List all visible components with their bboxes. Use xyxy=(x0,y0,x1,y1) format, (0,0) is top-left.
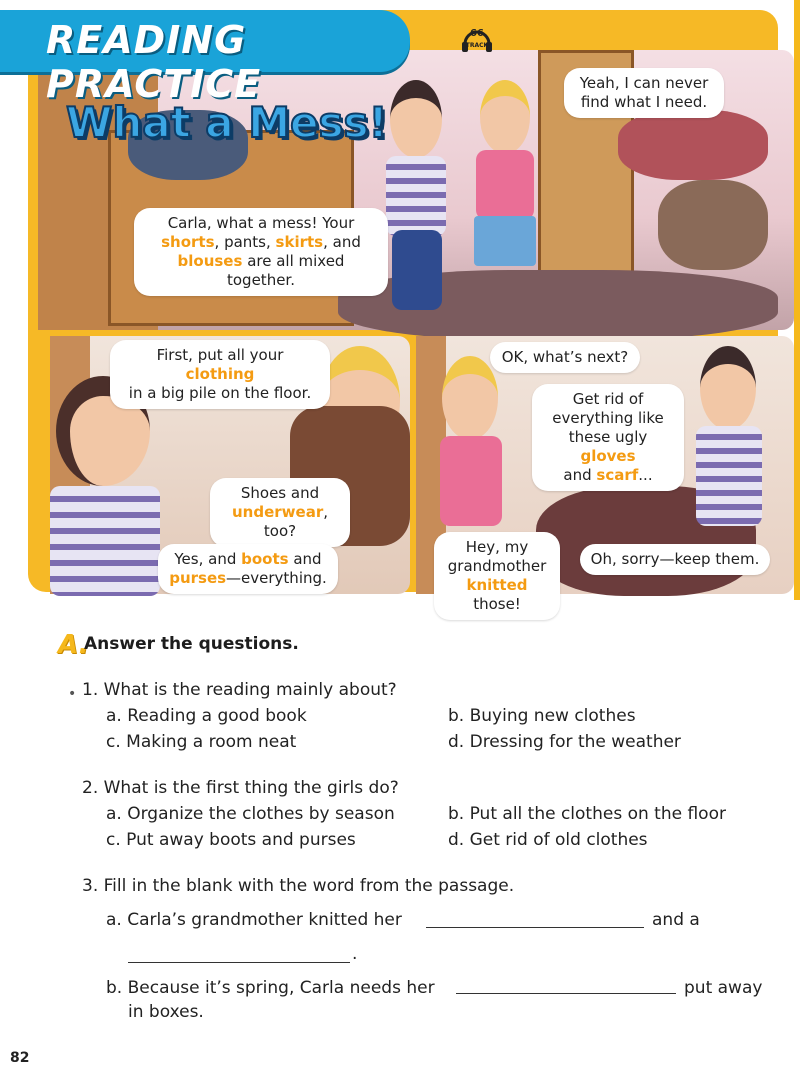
speech-bubble-grandmother xyxy=(434,532,560,620)
bubble-line: grandmother xyxy=(447,557,547,575)
q1-option-b[interactable]: b. Buying new clothes xyxy=(448,706,636,726)
speech-bubble-first xyxy=(110,340,330,409)
q1-option-d[interactable]: d. Dressing for the weather xyxy=(448,732,681,752)
speech-bubble-next xyxy=(490,342,640,373)
speech-bubble-carla xyxy=(134,208,388,296)
question-1-prompt: 1. What is the reading mainly about? xyxy=(82,680,397,700)
bubble-line: blouses are all mixed together. xyxy=(177,252,345,289)
q3a-blank-2[interactable] xyxy=(128,962,350,963)
friend-figure xyxy=(470,80,540,280)
track-number: 66 xyxy=(470,28,484,39)
friend-figure-3 xyxy=(436,356,526,556)
track-label: TRACK xyxy=(465,42,489,49)
question-2-prompt: 2. What is the first thing the girls do? xyxy=(82,778,399,798)
carla-sweater xyxy=(386,156,446,236)
page-edge-stripe xyxy=(794,0,800,600)
bubble-line: knitted those! xyxy=(466,576,528,613)
q2-option-b[interactable]: b. Put all the clothes on the floor xyxy=(448,804,726,824)
hanging-clothes xyxy=(618,110,768,180)
section-title-bar xyxy=(0,10,410,106)
speech-bubble-shoes xyxy=(210,478,350,547)
bubble-line: First, put all your clothing xyxy=(156,346,284,383)
bubble-line: underwear, too? xyxy=(232,503,328,540)
carla-sweater-3 xyxy=(696,426,762,526)
bubble-line: in a big pile on the floor. xyxy=(128,384,312,402)
bullet-dot: • xyxy=(68,686,77,702)
audio-track-badge[interactable] xyxy=(460,26,494,56)
q1-option-a[interactable]: a. Reading a good book xyxy=(106,706,307,726)
q3a-blank-1[interactable] xyxy=(426,927,644,928)
friend-head-3 xyxy=(442,356,498,440)
bubble-line: Shoes and xyxy=(240,484,320,502)
coat-on-stool xyxy=(658,180,768,270)
speech-bubble-get-rid xyxy=(532,384,684,491)
bubble-line: and scarf... xyxy=(563,466,653,484)
bubble-line: Oh, sorry—keep them. xyxy=(590,550,760,568)
question-3-prompt: 3. Fill in the blank with the word from the passage. xyxy=(82,876,515,896)
q3a-text: a. Carla’s grandmother knitted her xyxy=(106,910,402,930)
speech-bubble-keep xyxy=(580,544,770,575)
exercise-letter: A. xyxy=(58,630,89,660)
friend-shirt-3 xyxy=(440,436,502,526)
story-title: What a Mess! xyxy=(66,98,388,147)
q2-option-a[interactable]: a. Organize the clothes by season xyxy=(106,804,395,824)
bubble-line: these ugly gloves xyxy=(568,428,648,465)
q3b-text: b. Because it’s spring, Carla needs her xyxy=(106,978,435,998)
q3b-blank[interactable] xyxy=(456,993,676,994)
speech-bubble-friend xyxy=(564,68,724,118)
section-title: READING PRACTICE xyxy=(46,18,262,106)
q3b-line-2: in boxes. xyxy=(128,1002,204,1022)
bubble-line: everything like xyxy=(552,409,664,427)
q3a-end-text: and a xyxy=(652,910,700,930)
carla-figure xyxy=(378,80,458,310)
bubble-line: Hey, my xyxy=(465,538,529,556)
friend-skirt xyxy=(474,216,536,266)
carla-sweater-2 xyxy=(50,486,160,596)
q3a-period: . xyxy=(352,944,358,964)
bubble-line: find what I need. xyxy=(580,93,708,111)
bubble-line: purses—everything. xyxy=(169,569,327,587)
q2-option-c[interactable]: c. Put away boots and purses xyxy=(106,830,356,850)
carla-figure-3 xyxy=(686,346,786,566)
friend-head xyxy=(480,80,530,154)
speech-bubble-boots xyxy=(158,544,338,594)
bubble-line: Get rid of xyxy=(572,390,644,408)
q2-option-d[interactable]: d. Get rid of old clothes xyxy=(448,830,648,850)
page-number: 82 xyxy=(10,1050,30,1066)
bubble-line: shorts, pants, skirts, and xyxy=(161,233,361,251)
bubble-line: Carla, what a mess! Your xyxy=(167,214,355,232)
friend-shirt xyxy=(476,150,534,220)
comic-panel-2 xyxy=(50,336,410,594)
carla-jeans xyxy=(392,230,442,310)
q1-option-c[interactable]: c. Making a room neat xyxy=(106,732,297,752)
bubble-line: OK, what’s next? xyxy=(501,348,629,366)
comic-panel-3 xyxy=(416,336,794,613)
bubble-line: Yes, and boots and xyxy=(174,550,322,568)
bubble-line: Yeah, I can never xyxy=(579,74,709,92)
q3b-end-text: put away xyxy=(684,978,763,998)
exercise-title: Answer the questions. xyxy=(84,634,299,654)
carla-head-3 xyxy=(700,346,756,430)
